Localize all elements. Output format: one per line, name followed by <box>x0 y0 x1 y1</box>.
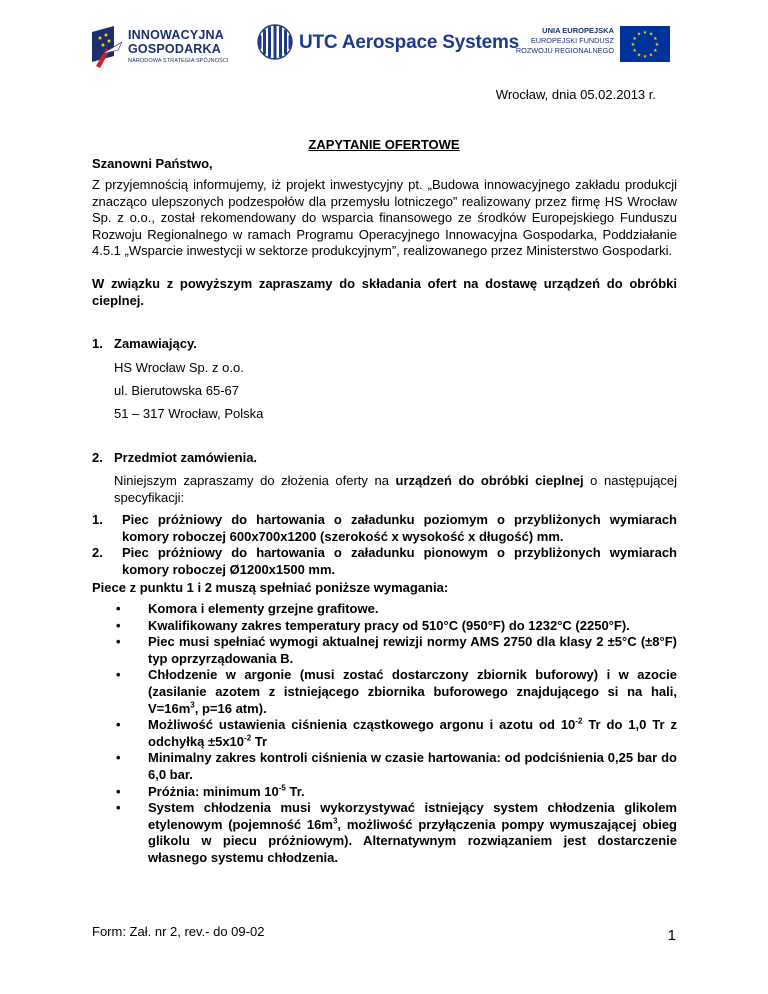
svg-text:★: ★ <box>630 42 636 48</box>
logo-ue-line1: UNIA EUROPEJSKA <box>542 26 614 35</box>
requirement-text: Piec musi spełniać wymogi aktualnej rewizji normy AMS 2750 dla klasy 2 ±5°C (±8°F) typ oprzyrządowania B. <box>148 634 677 666</box>
svg-text:★: ★ <box>632 36 637 42</box>
svg-text:★: ★ <box>653 36 658 42</box>
spec-post: o następującej specyfikacji: <box>114 473 677 505</box>
logo-ue-line2: EUROPEJSKI FUNDUSZ <box>530 36 614 45</box>
bullet-icon: • <box>116 601 121 616</box>
salutation: Szanowni Państwo, <box>92 156 213 171</box>
requirement-text-a: Możliwość ustawienia ciśnienia cząstkowego argonu i azotu od 10 <box>148 717 576 733</box>
specification-intro <box>114 473 677 506</box>
section-2-number: 2. <box>92 450 103 465</box>
requirement-text-a: Chłodzenie w argonie (musi zostać dostarczony zbiornik buforowy) i w azocie (zasilanie azotem z istniejącego zbiornika buforowego znajdującego si na hali, V=16m <box>148 667 677 716</box>
svg-text:★: ★ <box>648 31 654 38</box>
logo-ig-line3: NARODOWA STRATEGIA SPÓJNOŚCI <box>128 58 229 64</box>
requirement-text: Kwalifikowany zakres temperatury pracy od 510°C (950°F) do 1232°C (2250°F). <box>148 617 630 633</box>
page-number: 1 <box>667 927 676 944</box>
document-date: Wrocław, dnia 05.02.2013 r. <box>495 87 656 102</box>
bullet-icon: • <box>116 667 121 683</box>
section-2-heading <box>92 450 257 465</box>
requirements-list <box>116 601 677 867</box>
requirement-text-c: Tr <box>251 733 268 749</box>
bullet-icon: • <box>116 617 121 633</box>
section-1-number: 1. <box>92 336 103 351</box>
spec-pre: Niniejszym zapraszamy do złożenia oferty na <box>114 473 396 488</box>
utc-globe-icon <box>257 24 293 60</box>
superscript: -2 <box>575 716 583 726</box>
requirement-item <box>116 601 677 618</box>
svg-text:★: ★ <box>632 48 637 54</box>
requirement-text-b: Tr do 1,0 Tr z odchyłką ±5x10 <box>148 717 677 749</box>
form-footer: Form: Zał. nr 2, rev.- do 09-02 <box>92 924 265 939</box>
requirement-text-a: System chłodzenia musi wykorzystywać istniejący system chłodzenia glikolem etylenowym (pojemność 16m <box>148 800 677 832</box>
requirement-text-b: , p=16 atm). <box>194 700 267 716</box>
list-item <box>92 545 677 578</box>
list-item-text: Piec próżniowy do hartowania o załadunku poziomym o przybliżonych wymiarach komory roboczej 600x700x1200 (szerokość x wysokość x długość) mm. <box>122 512 677 544</box>
bullet-icon: • <box>116 800 121 816</box>
eu-flag-icon <box>620 26 670 62</box>
superscript: 3 <box>190 700 195 710</box>
intro-paragraph: Z przyjemnością informujemy, iż projekt inwestycyjny pt. „Budowa innowacyjnego zakładu produkcji znacząco ulepszonych podzespołów dla przemysłu lotniczego” realizowany przez firmę HS Wrocław Sp. z o.o., został rekomendowany do wsparcia finansowego ze środków Europejskiego Funduszu Rozwoju Regionalnego w ramach Programu Operacyjnego Innowacyjna Gospodarka, Poddziałanie 4.5.1 „Wsparcie inwestycji w sektorze produkcyjnym”, realizowanego przez Ministerstwo Gospodarki. <box>92 177 677 258</box>
svg-text:★: ★ <box>642 30 648 36</box>
svg-text:★: ★ <box>653 48 658 54</box>
requirement-item <box>116 750 677 783</box>
superscript: 3 <box>332 816 338 826</box>
svg-text:★: ★ <box>648 52 654 59</box>
svg-text:★: ★ <box>654 42 660 48</box>
spec-bold: urządzeń do obróbki cieplnej <box>395 473 584 488</box>
svg-text:★: ★ <box>636 31 642 38</box>
utc-aerospace-logo <box>257 22 520 66</box>
requirement-text-b: Tr. <box>285 783 305 799</box>
logo-ue-line3: ROZWOJU REGIONALNEGO <box>515 46 614 55</box>
requirement-item <box>116 800 677 866</box>
requirement-text: Komora i elementy grzejne grafitowe. <box>148 601 379 616</box>
requirement-text-b: , możliwość przyłączenia pompy wymuszającej obieg glikolu w piecu próżniowym). Alternatywnym rozwiązaniem jest dostarczenie własnego systemu chłodzenia. <box>148 816 677 865</box>
requirement-item <box>116 634 677 667</box>
list-item <box>92 512 677 545</box>
document-title-text: ZAPYTANIE OFERTOWE <box>308 137 460 152</box>
invitation-paragraph: W związku z powyższym zapraszamy do składania ofert na dostawę urządzeń do obróbki cieplnej. <box>92 276 677 308</box>
list-item-number: 2. <box>92 545 103 560</box>
document-title <box>0 137 768 152</box>
superscript: -2 <box>244 733 252 743</box>
requirement-item <box>116 667 677 717</box>
requirement-item <box>116 717 677 750</box>
requirement-item <box>116 784 677 801</box>
innowacyjna-gospodarka-flag-icon <box>92 26 122 68</box>
furnace-list <box>92 512 677 578</box>
bullet-icon: • <box>116 717 121 733</box>
requirements-heading: Piece z punktu 1 i 2 muszą spełniać poniższe wymagania: <box>92 580 449 595</box>
bullet-icon: • <box>116 750 121 766</box>
innowacyjna-gospodarka-logo <box>92 24 242 72</box>
section-1-title: Zamawiający. <box>114 336 197 351</box>
bullet-icon: • <box>116 783 121 799</box>
logo-ig-line1: INNOWACYJNA <box>128 28 224 42</box>
list-item-text: Piec próżniowy do hartowania o załadunku pionowym o przybliżonych wymiarach komory roboczej Ø1200x1500 mm. <box>122 545 677 577</box>
svg-text:★: ★ <box>642 54 648 60</box>
section-2-title: Przedmiot zamówienia. <box>114 450 258 465</box>
requirement-text: Minimalny zakres kontroli ciśnienia w czasie hartowania: od podciśnienia 0,25 bar do 6,0 bar. <box>148 750 677 782</box>
unia-europejska-logo <box>498 26 678 68</box>
buyer-city: 51 – 317 Wrocław, Polska <box>114 406 264 421</box>
utc-logo-name: UTC Aerospace Systems <box>299 32 520 53</box>
list-item-number: 1. <box>92 512 103 527</box>
buyer-street: ul. Bierutowska 65-67 <box>114 383 240 398</box>
requirement-text-a: Próżnia: minimum 10 <box>148 783 279 799</box>
svg-text:★: ★ <box>636 52 642 59</box>
bullet-icon: • <box>116 634 121 650</box>
logo-ig-line2: GOSPODARKA <box>128 42 221 56</box>
section-1-heading <box>92 336 197 351</box>
buyer-company: HS Wrocław Sp. z o.o. <box>114 360 244 375</box>
requirement-item <box>116 618 677 635</box>
superscript: -5 <box>278 783 286 793</box>
